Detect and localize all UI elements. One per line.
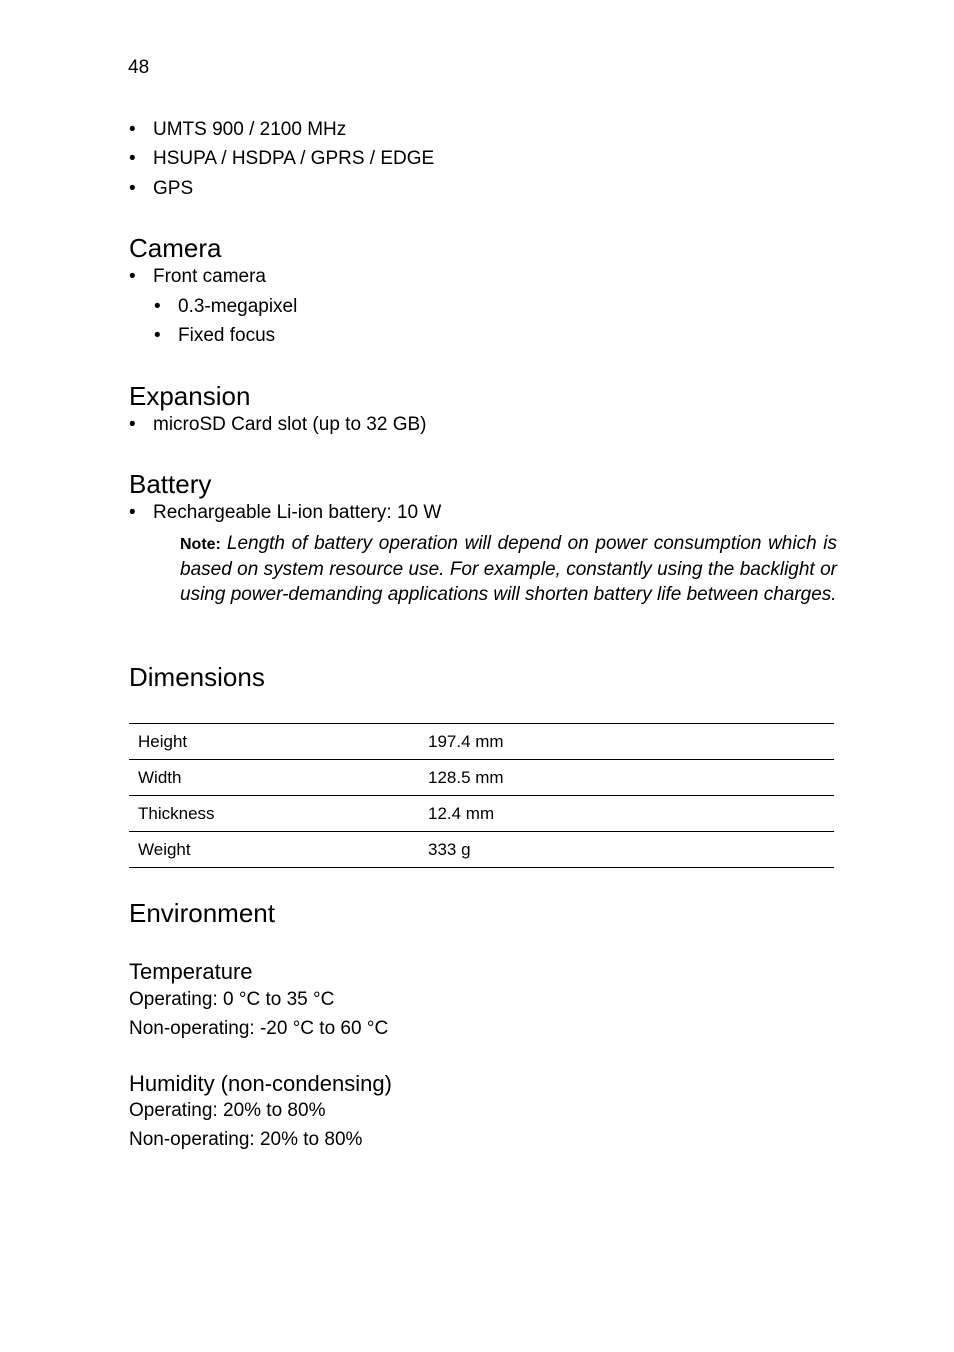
table-row [129, 724, 834, 760]
table-row [129, 832, 834, 868]
list-item: • GPS [129, 178, 194, 199]
list-item: • Fixed focus [154, 325, 276, 346]
table-cell-label: Thickness [129, 796, 419, 832]
battery-note [180, 531, 837, 607]
table-cell-value: 333 g [419, 832, 834, 868]
table-row [129, 796, 834, 832]
note-text: Length of battery operation will depend on power consumption which is based on system resource use. For example, constantly using the backlight or using power-demanding applications will shorten battery life between charges. [180, 533, 837, 605]
table-row [129, 760, 834, 796]
humidity-non-operating: Non-operating: 20% to 80% [129, 1129, 363, 1150]
bullet-text: Rechargeable Li-ion battery: 10 W [153, 502, 442, 523]
dimensions-table [129, 723, 834, 868]
humidity-heading: Humidity (non-condensing) [129, 1071, 392, 1096]
bullet-text: UMTS 900 / 2100 MHz [153, 119, 347, 140]
temperature-non-operating: Non-operating: -20 °C to 60 °C [129, 1018, 389, 1039]
bullet-text: microSD Card slot (up to 32 GB) [153, 414, 427, 435]
table-cell-value: 128.5 mm [419, 760, 834, 796]
camera-heading: Camera [129, 233, 222, 263]
temperature-heading: Temperature [129, 959, 253, 984]
dimensions-heading: Dimensions [129, 662, 265, 692]
battery-heading: Battery [129, 469, 212, 499]
note-label: Note: [180, 536, 221, 553]
table-cell-label: Width [129, 760, 419, 796]
bullet-text: 0.3-megapixel [178, 296, 298, 317]
temperature-operating: Operating: 0 °C to 35 °C [129, 989, 335, 1010]
humidity-operating: Operating: 20% to 80% [129, 1100, 326, 1121]
page-number: 48 [128, 57, 150, 78]
environment-heading: Environment [129, 898, 275, 928]
table-cell-value: 197.4 mm [419, 724, 834, 760]
list-item: • Front camera [129, 266, 266, 287]
expansion-heading: Expansion [129, 381, 251, 411]
table-cell-value: 12.4 mm [419, 796, 834, 832]
bullet-text: GPS [153, 178, 194, 199]
table-cell-label: Height [129, 724, 419, 760]
list-item: • 0.3-megapixel [154, 296, 298, 317]
list-item: • UMTS 900 / 2100 MHz [129, 119, 347, 140]
table-cell-label: Weight [129, 832, 419, 868]
bullet-text: Front camera [153, 266, 266, 287]
bullet-text: Fixed focus [178, 325, 276, 346]
list-item: • Rechargeable Li-ion battery: 10 W [129, 502, 442, 523]
list-item: • HSUPA / HSDPA / GPRS / EDGE [129, 148, 435, 169]
list-item: • microSD Card slot (up to 32 GB) [129, 414, 427, 435]
bullet-text: HSUPA / HSDPA / GPRS / EDGE [153, 148, 435, 169]
